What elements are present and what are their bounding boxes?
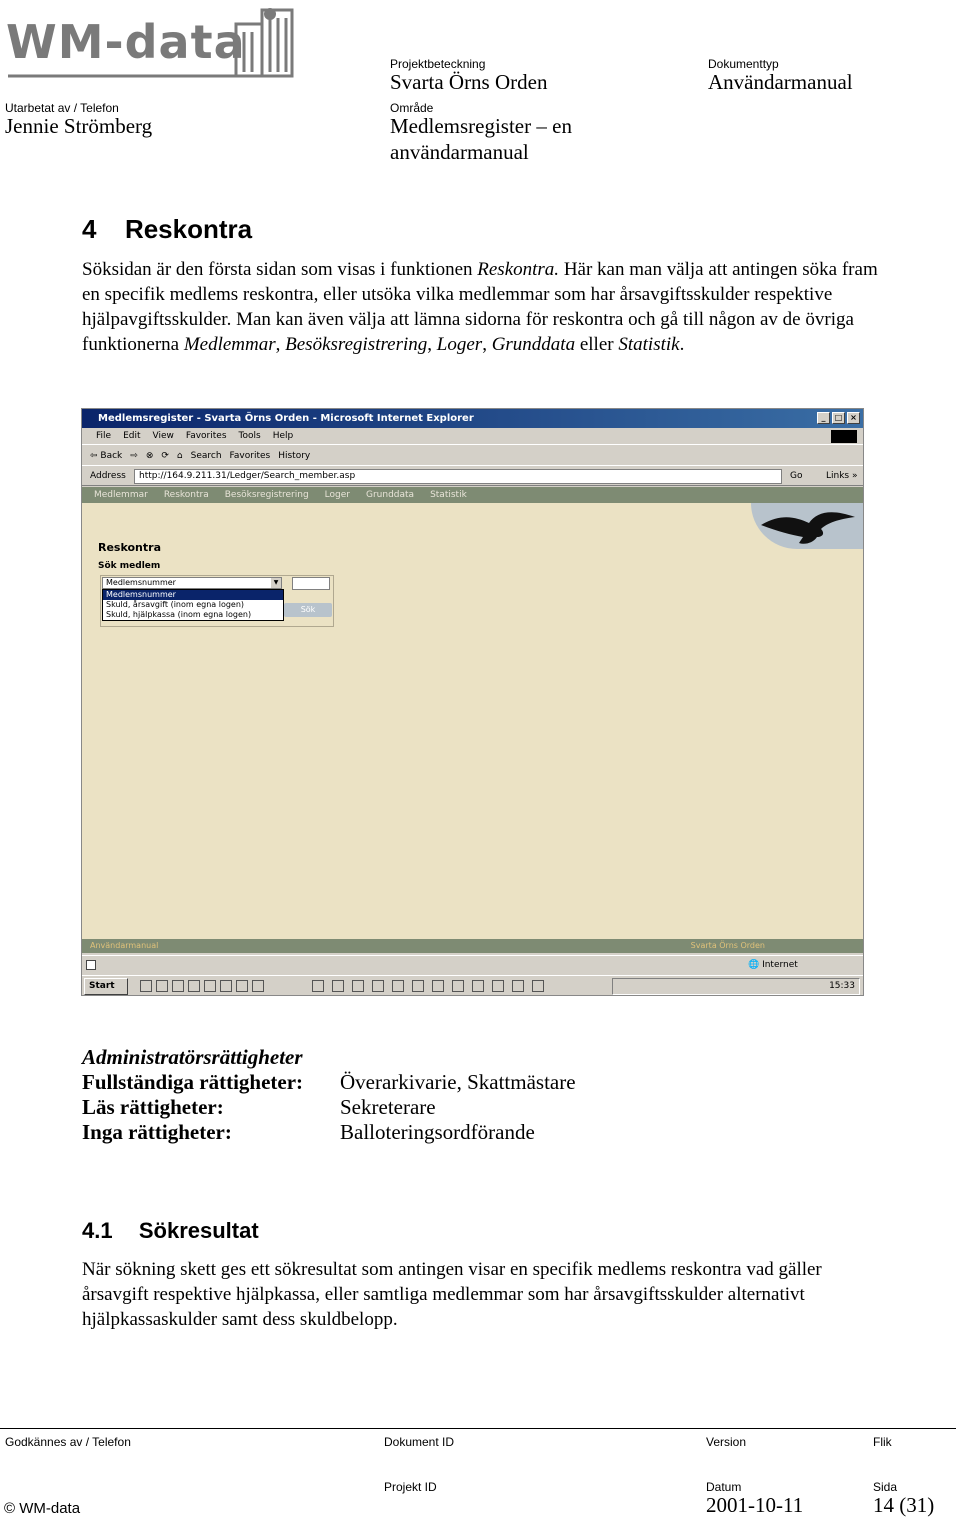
subsection-heading [82,1218,259,1244]
section-heading [82,214,252,245]
intro-text-2: Här kan man välja att antingen söka fram en specifik medlems reskontra, eller utsöka vilka medlemmar som har årsavgiftsskulder respektive hjälpavgiftsskulder. Man kan även välja att lämna sidorna för reskontra och gå till någon av de övriga funktionerna [82,259,878,355]
author-value: Jennie Strömberg [5,114,153,138]
nav-grunddata[interactable]: Grunddata [365,490,415,500]
dropdown-option-medlemsnummer[interactable]: Medlemsnummer [103,590,283,600]
taskbar-app-icon[interactable] [452,980,464,992]
sep: , [427,334,437,355]
history-button[interactable]: History [278,451,311,461]
select-value: Medlemsnummer [106,578,176,587]
project-label: Projektbeteckning [390,57,486,71]
start-button[interactable] [84,978,128,995]
taskbar-app-icon[interactable] [140,980,152,992]
author-label: Utarbetat av / Telefon [5,101,119,115]
ie-toolbar [82,446,863,466]
back-button[interactable]: ⇦ Back [90,451,123,461]
period: . [679,334,685,355]
menu-view[interactable]: View [152,431,174,441]
taskbar-app-icon[interactable] [372,980,384,992]
footer-right: Svarta Örns Orden [690,941,765,950]
area-value-line1: Medlemsregister – en [390,114,572,138]
menu-edit[interactable]: Edit [123,431,141,441]
search-type-select[interactable] [102,577,282,589]
subsection-number: 4.1 [82,1218,113,1243]
sep: , [482,334,492,355]
taskbar-app-icon[interactable] [188,980,200,992]
ie-title-bar [82,409,863,428]
start-label: Start [89,981,115,991]
windows-logo-icon [831,430,857,443]
search-label: Sök medlem [98,561,161,571]
intro-em-reskontra: Reskontra. [477,259,560,280]
projectid-label: Projekt ID [384,1480,437,1494]
taskbar-app-icon[interactable] [172,980,184,992]
search-button[interactable]: Search [190,451,222,461]
taskbar-app-icon[interactable] [252,980,264,992]
intro-text-1: Söksidan är den första sidan som visas i funktionen [82,259,478,280]
taskbar-app-icon[interactable] [352,980,364,992]
home-button[interactable]: ⌂ [176,451,183,461]
link-grunddata: Grunddata [491,334,576,355]
status-zone: 🌐 Internet [748,960,798,970]
taskbar-app-icon[interactable] [412,980,424,992]
ie-status-bar [82,955,863,973]
nav-medlemmar[interactable]: Medlemmar [94,490,148,500]
sep: , [275,334,286,355]
link-statistik: Statistik [618,334,680,355]
taskbar-clock: 15:33 [829,981,855,991]
sep: eller [575,334,619,355]
section-number: 4 [82,214,97,244]
taskbar-app-icon[interactable] [392,980,404,992]
rights-label-none: Inga rättigheter: [82,1120,232,1144]
taskbar-app-icon[interactable] [532,980,544,992]
link-besoksregistrering: Besöksregistrering [285,334,428,355]
page-heading: Reskontra [98,541,161,554]
close-button[interactable]: × [847,412,860,424]
rights-value-none: Balloteringsordförande [340,1120,535,1144]
links-button[interactable]: Links » [826,471,858,481]
app-footer-bar [82,939,863,953]
link-medlemmar: Medlemmar [183,334,276,355]
refresh-button[interactable]: ⟳ [161,451,169,461]
taskbar-app-icon[interactable] [220,980,232,992]
dropdown-option-skuld-hjalpkassa[interactable]: Skuld, hjälpkassa (inom egna logen) [106,610,252,619]
address-input[interactable]: http://164.9.211.31/Ledger/Search_member.asp [134,469,782,484]
page-icon [86,960,96,970]
date-label: Datum [706,1480,742,1494]
menu-tools[interactable]: Tools [238,431,261,441]
system-tray [612,978,860,995]
rights-label-full: Fullständiga rättigheter: [82,1070,304,1094]
taskbar-app-icon[interactable] [236,980,248,992]
nav-loger[interactable]: Loger [324,490,350,500]
approved-label: Godkännes av / Telefon [5,1435,131,1449]
minimize-button[interactable]: _ [817,412,830,424]
chevron-down-icon[interactable]: ▼ [271,578,281,588]
date-value: 2001-10-11 [706,1493,804,1517]
favorites-button[interactable]: Favorites [229,451,271,461]
search-type-dropdown [102,589,284,621]
menu-help[interactable]: Help [272,431,294,441]
dropdown-option-skuld-arsavgift[interactable]: Skuld, årsavgift (inom egna logen) [106,600,245,609]
forward-button[interactable]: ⇨ [130,451,138,461]
taskbar-app-icon[interactable] [312,980,324,992]
eagle-icon [761,512,855,544]
rights-label-read: Läs rättigheter: [82,1095,224,1119]
app-nav-bar [82,487,863,503]
doctype-label: Dokumenttyp [708,57,779,71]
ie-window-title: Medlemsregister - Svarta Örns Orden - Microsoft Internet Explorer [98,413,474,424]
nav-statistik[interactable]: Statistik [430,490,467,500]
wm-data-logo [4,2,296,84]
taskbar-app-icon[interactable] [432,980,444,992]
svg-text:WM-data: WM-data [6,15,246,69]
tab-label: Flik [873,1435,892,1449]
menu-file[interactable]: File [96,431,112,441]
taskbar-app-icon[interactable] [512,980,524,992]
version-label: Version [706,1435,747,1449]
rights-value-full: Överarkivarie, Skattmästare [340,1070,576,1094]
project-value: Svarta Örns Orden [390,70,548,94]
copyright: © WM-data [4,1500,81,1517]
menu-favorites[interactable]: Favorites [185,431,227,441]
go-button[interactable]: Go [790,471,803,481]
link-loger: Loger [436,334,483,355]
app-content [82,503,863,939]
stop-button[interactable]: ⊗ [145,451,154,461]
nav-besoksregistrering[interactable]: Besöksregistrering [224,490,309,500]
rights-value-read: Sekreterare [340,1095,436,1119]
footer-left: Användarmanual [90,941,159,950]
page-label: Sida [873,1480,898,1494]
rights-title: Administratörsrättigheter [82,1045,303,1069]
address-label: Address [90,471,126,481]
taskbar-app-icon[interactable] [204,980,216,992]
subsection-title: Sökresultat [138,1218,259,1243]
taskbar-app-icon[interactable] [472,980,484,992]
section-title: Reskontra [124,214,253,244]
subsection-text: När sökning skett ges ett sökresultat som antingen visar en specifik medlems reskontra vad gäller årsavgift respektive hjälpkassa, eller samtliga medlemmar som har årsavgiftsskulder alternativt hjälpkassaskulder samt dess skuldbelopp. [82,1259,822,1330]
page-value: 14 (31) [873,1493,935,1517]
maximize-button[interactable]: □ [832,412,845,424]
nav-reskontra[interactable]: Reskontra [163,490,209,500]
doctype-value: Användarmanual [708,70,853,94]
eagle-logo [751,503,863,549]
window-controls [817,412,860,424]
ie-menu-bar [82,428,863,445]
docid-label: Dokument ID [384,1435,455,1449]
windows-taskbar [82,975,863,996]
search-input[interactable] [292,577,330,590]
browser-screenshot [81,408,864,996]
ie-address-bar [82,467,863,486]
area-label: Område [390,101,434,115]
taskbar-app-icon[interactable] [332,980,344,992]
area-value-line2: användarmanual [390,140,529,164]
search-submit-button[interactable]: Sök [284,603,332,617]
taskbar-app-icon[interactable] [156,980,168,992]
footer-rule [0,1428,956,1429]
section-intro [82,257,882,357]
status-zone-label: Internet [762,960,798,970]
taskbar-app-icon[interactable] [492,980,504,992]
